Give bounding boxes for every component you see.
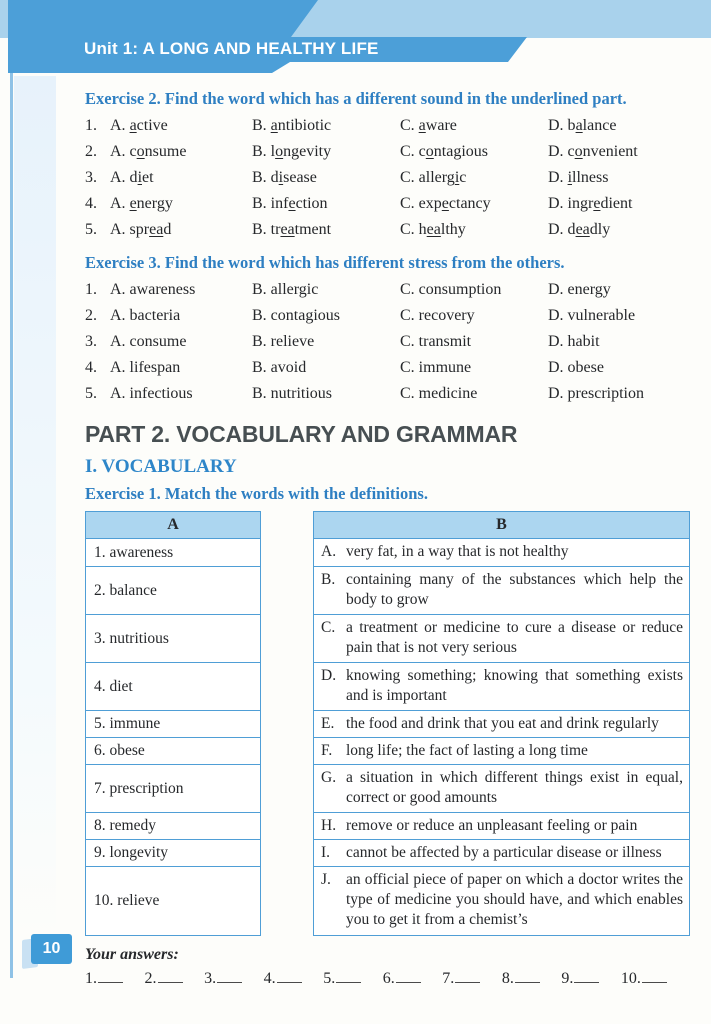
- underlined-letters: e: [593, 195, 601, 212]
- option: D. obese: [548, 359, 604, 376]
- option: A. consume: [110, 143, 187, 160]
- option: A. awareness: [110, 281, 196, 298]
- option: C. aware: [400, 117, 457, 134]
- definition-letter: B.: [321, 571, 336, 588]
- option: C. medicine: [400, 385, 478, 402]
- option: C. transmit: [400, 333, 472, 350]
- definition-text: remove or reduce an unpleasant feeling or pain: [346, 817, 638, 834]
- answer-blank: [396, 969, 421, 983]
- definition-letter: H.: [321, 817, 337, 834]
- option: A. active: [110, 117, 168, 134]
- underlined-letters: a: [129, 117, 137, 134]
- exercise3-title: Exercise 3. Find the word which has different stress from the others.: [85, 253, 565, 272]
- exercise2-row: [85, 217, 691, 243]
- definition-letter: G.: [321, 769, 337, 786]
- option: B. infection: [252, 195, 328, 212]
- part2-heading: PART 2. VOCABULARY AND GRAMMAR: [85, 421, 518, 447]
- word-cell: 7. prescription: [86, 764, 260, 812]
- item-number: 1.: [85, 117, 97, 134]
- match-tables: [85, 511, 691, 936]
- answer-slot: 2.: [145, 969, 183, 988]
- definitions-table: [313, 511, 690, 936]
- underlined-letters: i: [567, 169, 573, 186]
- exercise3-rows: [85, 277, 691, 407]
- underlined-letters: i: [278, 169, 284, 186]
- option: A. infectious: [110, 385, 193, 402]
- definitions-table-header: B: [314, 512, 689, 539]
- option: B. antibiotic: [252, 117, 332, 134]
- definition-text: a situation in which different things exist in equal, correct or good amounts: [346, 769, 683, 806]
- exercise2-row: [85, 113, 691, 139]
- underlined-letters: e: [288, 195, 296, 212]
- exercise3-block: [85, 252, 691, 407]
- underlined-letters: e: [441, 195, 449, 212]
- underlined-letters: ea: [426, 221, 441, 238]
- answer-slot: 10.: [621, 969, 667, 988]
- underlined-letters: i: [454, 169, 460, 186]
- exercise3-row: [85, 355, 691, 381]
- exercise2-rows: [85, 113, 691, 243]
- underlined-letters: a: [418, 117, 426, 134]
- answer-slot: 9.: [561, 969, 599, 988]
- word-cell: 1. awareness: [94, 543, 174, 561]
- definition-text: the food and drink that you eat and drink regularly: [346, 715, 659, 732]
- definition-cell: [314, 710, 689, 737]
- answer-blank: [574, 969, 599, 983]
- definition-cell: [314, 539, 689, 566]
- option: D. habit: [548, 333, 600, 350]
- underlined-letters: o: [574, 143, 583, 160]
- underlined-letters: o: [275, 143, 284, 160]
- option: D. convenient: [548, 143, 638, 160]
- option: C. contagious: [400, 143, 488, 160]
- item-number: 4.: [85, 359, 97, 376]
- definition-text: containing many of the substances which help the body to grow: [346, 571, 683, 608]
- page-number-badge: 10: [31, 934, 72, 964]
- option: D. ingredient: [548, 195, 633, 212]
- option: B. disease: [252, 169, 317, 186]
- definition-text: a treatment or medicine to cure a disease or reduce pain that is not very serious: [346, 619, 683, 656]
- option: C. consumption: [400, 281, 502, 298]
- option: D. vulnerable: [548, 307, 636, 324]
- option: A. lifespan: [110, 359, 181, 376]
- definition-text: very fat, in a way that is not healthy: [346, 543, 569, 560]
- definition-cell: [314, 566, 689, 614]
- page-content: [85, 88, 691, 988]
- your-answers-section: [85, 945, 691, 988]
- word-cell: 3. nutritious: [86, 614, 260, 662]
- underlined-letters: ea: [280, 221, 295, 238]
- option: A. bacteria: [110, 307, 181, 324]
- option: A. energy: [110, 195, 173, 212]
- answer-slot: 1.: [85, 969, 123, 988]
- option: B. allergic: [252, 281, 319, 298]
- definition-cell: [314, 737, 689, 764]
- item-number: 3.: [85, 169, 97, 186]
- option: D. balance: [548, 117, 617, 134]
- definition-text: long life; the fact of lasting a long time: [346, 742, 588, 759]
- word-cell: 9. longevity: [86, 839, 260, 866]
- definition-letter: C.: [321, 619, 336, 636]
- words-table: [85, 511, 261, 936]
- option: C. allergic: [400, 169, 467, 186]
- words-table-header: A: [86, 512, 260, 539]
- answer-blank: [455, 969, 480, 983]
- vocabulary-heading: I. VOCABULARY: [85, 456, 237, 477]
- left-edge-band: [14, 76, 56, 936]
- answer-blanks-row: [85, 969, 667, 988]
- underlined-letters: o: [136, 143, 145, 160]
- exercise3-row: [85, 329, 691, 355]
- definition-text: knowing something; knowing that something exists and is important: [346, 667, 683, 704]
- answer-slot: 6.: [383, 969, 421, 988]
- definition-letter: D.: [321, 667, 337, 684]
- answer-blank: [158, 969, 183, 983]
- underlined-letters: a: [575, 117, 583, 134]
- answer-blank: [336, 969, 361, 983]
- item-number: 5.: [85, 221, 97, 238]
- answer-slot: 8.: [502, 969, 540, 988]
- item-number: 5.: [85, 385, 97, 402]
- definition-cell: [314, 866, 689, 935]
- option: B. contagious: [252, 307, 340, 324]
- option: C. immune: [400, 359, 472, 376]
- word-cell: 5. immune: [86, 710, 260, 737]
- definition-text: an official piece of paper on which a doctor writes the type of medicine you should have, and which enables you to get it from a chemist’s: [346, 871, 683, 928]
- underlined-letters: i: [137, 169, 143, 186]
- answer-blank: [277, 969, 302, 983]
- word-cell: 6. obese: [86, 737, 260, 764]
- definition-cell: [314, 839, 689, 866]
- option: C. recovery: [400, 307, 475, 324]
- option: A. consume: [110, 333, 187, 350]
- underlined-letters: ea: [149, 221, 164, 238]
- word-cell: 2. balance: [86, 566, 260, 614]
- answer-slot: 5.: [323, 969, 361, 988]
- definition-letter: A.: [321, 543, 337, 560]
- answer-blank: [217, 969, 242, 983]
- underlined-letters: a: [270, 117, 278, 134]
- word-cell: 4. diet: [86, 662, 260, 710]
- answer-slot: 3.: [204, 969, 242, 988]
- definition-letter: E.: [321, 715, 335, 732]
- option: B. nutritious: [252, 385, 333, 402]
- exercise3-row: [85, 277, 691, 303]
- exercise3-row: [85, 303, 691, 329]
- option: B. longevity: [252, 143, 332, 160]
- underlined-letters: ea: [575, 221, 590, 238]
- unit-title: Unit 1: A LONG AND HEALTHY LIFE: [84, 39, 379, 58]
- item-number: 2.: [85, 307, 97, 324]
- left-edge-line: [10, 73, 13, 978]
- option: D. energy: [548, 281, 611, 298]
- underlined-letters: e: [129, 195, 137, 212]
- definition-letter: J.: [321, 871, 331, 888]
- underlined-letters: o: [425, 143, 434, 160]
- definition-text: cannot be affected by a particular disease or illness: [346, 844, 662, 861]
- item-number: 1.: [85, 281, 97, 298]
- exercise2-title: Exercise 2. Find the word which has a different sound in the underlined part.: [85, 89, 627, 108]
- option: A. diet: [110, 169, 154, 186]
- item-number: 3.: [85, 333, 97, 350]
- option: B. relieve: [252, 333, 315, 350]
- definition-cell: [314, 812, 689, 839]
- answer-slot: 4.: [264, 969, 302, 988]
- exercise2-row: [85, 139, 691, 165]
- option: A. spread: [110, 221, 172, 238]
- answer-blank: [642, 969, 667, 983]
- your-answers-label: Your answers:: [85, 946, 179, 963]
- item-number: 2.: [85, 143, 97, 160]
- exercise2-row: [85, 165, 691, 191]
- definition-cell: [314, 764, 689, 812]
- definition-cell: [314, 662, 689, 710]
- option: D. deadly: [548, 221, 611, 238]
- definition-letter: I.: [321, 844, 331, 861]
- option: D. illness: [548, 169, 609, 186]
- definition-letter: F.: [321, 742, 333, 759]
- exercise3-row: [85, 381, 691, 407]
- exercise1-title: Exercise 1. Match the words with the definitions.: [85, 484, 428, 503]
- exercise2-row: [85, 191, 691, 217]
- answer-slot: 7.: [442, 969, 480, 988]
- option: D. prescription: [548, 385, 644, 402]
- item-number: 4.: [85, 195, 97, 212]
- definition-cell: [314, 614, 689, 662]
- option: C. healthy: [400, 221, 466, 238]
- option: B. avoid: [252, 359, 307, 376]
- option: B. treatment: [252, 221, 332, 238]
- word-cell: 10. relieve: [86, 866, 260, 935]
- word-cell: 8. remedy: [86, 812, 260, 839]
- answer-blank: [98, 969, 123, 983]
- option: C. expectancy: [400, 195, 491, 212]
- answer-blank: [515, 969, 540, 983]
